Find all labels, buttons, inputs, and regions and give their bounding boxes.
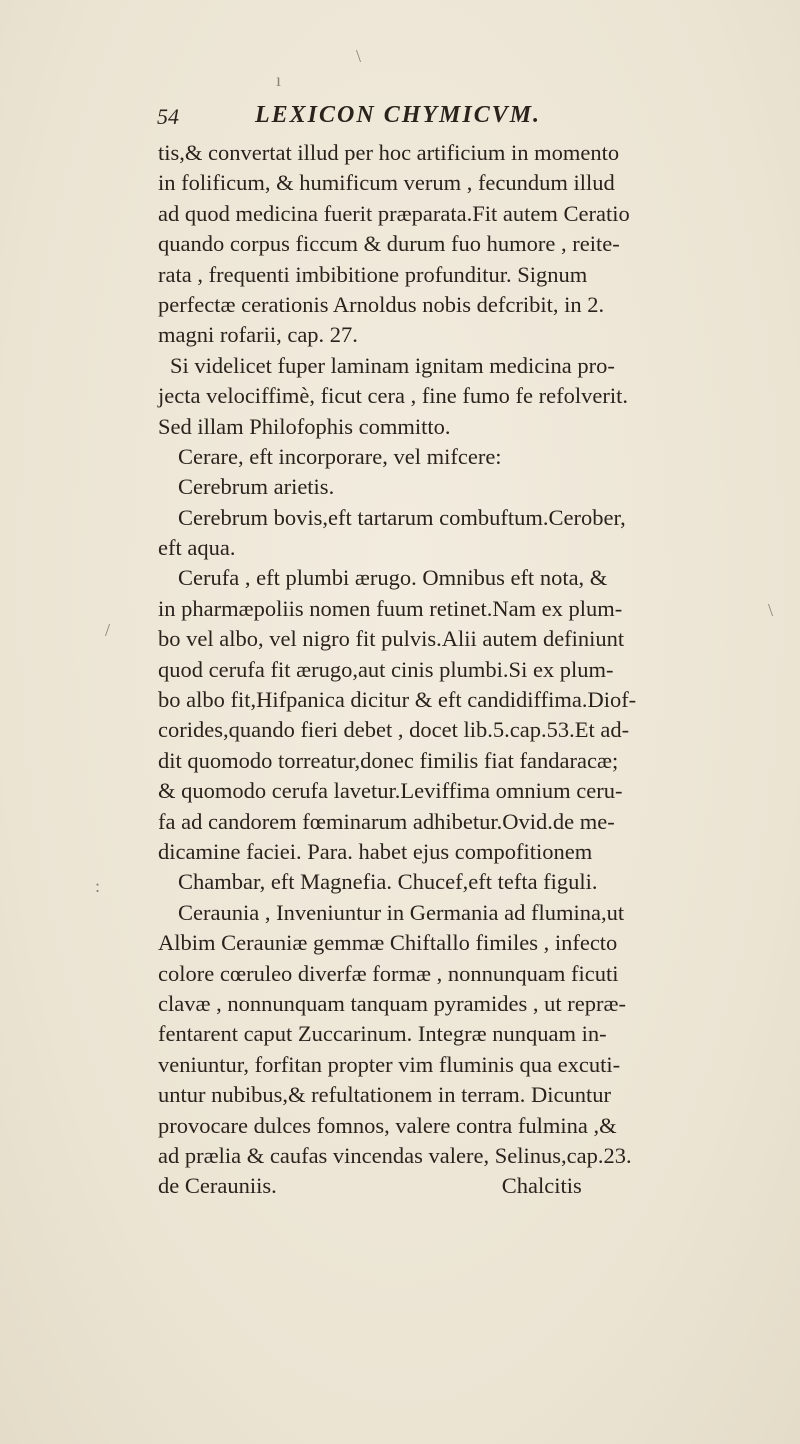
text-line: dit quomodo torreatur,donec fimilis fiat fandaracæ; <box>158 747 619 773</box>
lexicon-text <box>158 138 758 1202</box>
stray-mark: \ <box>356 46 362 66</box>
text-line: fa ad candorem fœminarum adhibetur.Ovid.de me- <box>158 808 615 834</box>
page-header <box>157 100 717 140</box>
text-line: veniuntur, forfitan propter vim fluminis qua excuti- <box>158 1051 621 1077</box>
text-line: corides,quando fieri debet , docet lib.5.cap.53.Et ad- <box>158 717 630 743</box>
text-line: fentarent caput Zuccarinum. Integræ nunquam in- <box>158 1021 607 1047</box>
text-line: clavæ , nonnunquam tanquam pyramides , ut repræ- <box>158 990 627 1016</box>
stray-mark: ı <box>276 70 282 90</box>
text-line: ad prælia & caufas vincendas valere, Selinus,cap.23. <box>158 1142 632 1168</box>
text-line: Cerebrum bovis,eft tartarum combuftum.Cerober, <box>178 504 626 530</box>
text-line: Ceraunia , Inveniuntur in Germania ad flumina,ut <box>178 899 625 925</box>
text-line: quod cerufa fit ærugo,aut cinis plumbi.Si ex plum- <box>158 656 614 682</box>
text-line: bo albo fit,Hifpanica dicitur & eft candidiffima.Diof- <box>158 687 637 713</box>
text-line: bo vel albo, vel nigro fit pulvis.Alii autem definiunt <box>158 626 625 652</box>
stray-mark: \ <box>768 600 774 620</box>
text-line: tis,& convertat illud per hoc artificium in momento <box>158 140 620 165</box>
text-line: perfectæ cerationis Arnoldus nobis defcribit, in 2. <box>158 291 605 317</box>
text-line: magni rofarii, cap. 27. <box>158 322 358 348</box>
text-line: & quomodo cerufa lavetur.Leviffima omnium ceru- <box>158 778 623 804</box>
text-line: jecta velociffimè, ficut cera , fine fumo fe refolverit. <box>158 383 628 409</box>
text-line: Chambar, eft Magnefia. Chucef,eft tefta figuli. <box>178 869 598 895</box>
page-number: 54 <box>157 104 179 129</box>
text-line: Cerufa , eft plumbi ærugo. Omnibus eft nota, & <box>178 565 608 591</box>
text-line: Albim Cerauniæ gemmæ Chiftallo fimiles , infecto <box>158 930 618 956</box>
text-line: Sed illam Philofophis committo. <box>158 413 451 439</box>
text-line: provocare dulces fomnos, valere contra fulmina ,& <box>158 1112 617 1138</box>
text-line: untur nubibus,& refultationem in terram. Dicuntur <box>158 1082 612 1108</box>
text-line: eft aqua. <box>158 535 236 561</box>
text-line: ad quod medicina fuerit præparata.Fit autem Ceratio <box>158 200 630 226</box>
text-line: in pharmæpoliis nomen fuum retinet.Nam ex plum- <box>158 595 623 621</box>
running-head: LEXICON CHYMICVM. <box>255 102 542 128</box>
text-line: de Cerauniis. Chalcitis <box>158 1173 582 1199</box>
stray-mark: : <box>95 876 101 896</box>
text-line: Si videlicet fuper laminam ignitam medicina pro- <box>170 352 615 378</box>
text-line: quando corpus ficcum & durum fuo humore , reite- <box>158 231 620 257</box>
text-line: colore cœruleo diverfæ formæ , nonnunquam ficuti <box>158 960 619 986</box>
stray-mark: / <box>105 620 111 640</box>
text-line: Cerebrum arietis. <box>178 474 335 500</box>
text-line: Cerare, eft incorporare, vel mifcere: <box>178 443 502 469</box>
text-line: dicamine faciei. Para. habet ejus compofitionem <box>158 838 593 864</box>
text-line: rata , frequenti imbibitione profunditur. Signum <box>158 261 588 287</box>
text-line: in folificum, & humificum verum , fecundum illud <box>158 170 615 196</box>
